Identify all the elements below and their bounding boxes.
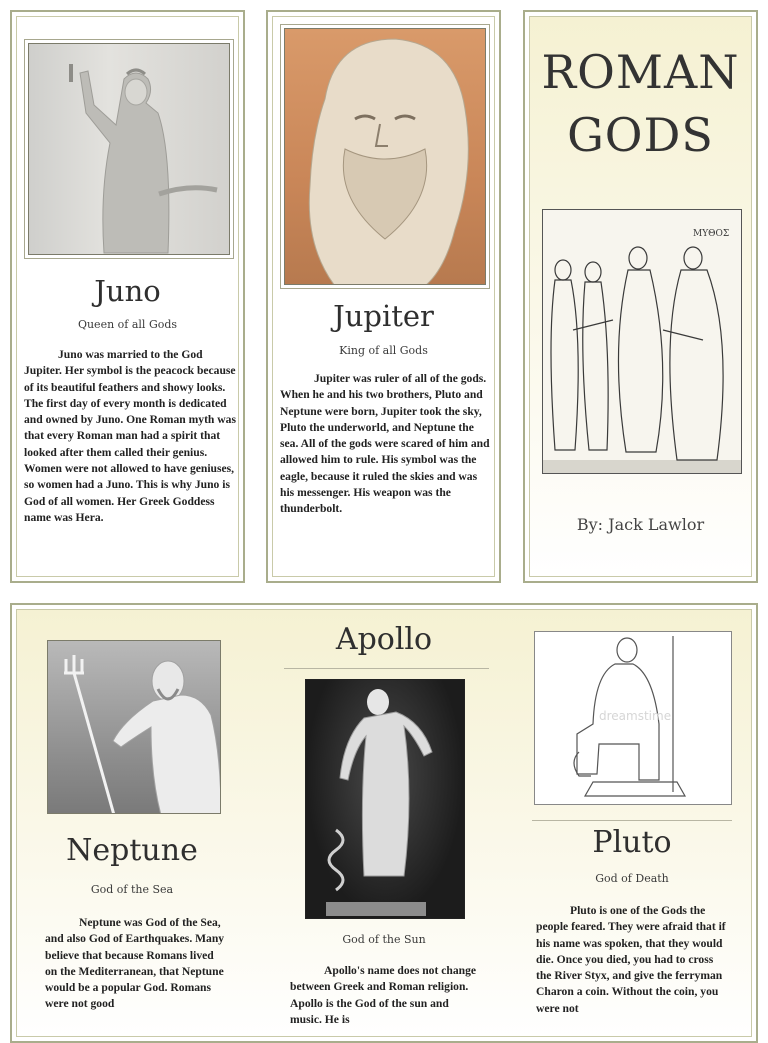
neptune-description — [45, 915, 225, 1013]
juno-description-text: Juno was married to the God Jupiter. Her symbol is the peacock because of its beautiful feathers and showy looks. The first day of every month is dedicated and owned by Juno. One Roman myth was that every Roman man had a spirit that looked after them called their genius. Women were not allowed to have geniuses, so women had a Juno. This is why Juno is God of all women. Her Greek Goddess name was Hera. — [24, 348, 236, 524]
engraving-caption: ΜΥΘΟΣ — [693, 229, 730, 239]
cover-panel — [523, 10, 758, 583]
neptune-title: Neptune — [66, 833, 198, 868]
jupiter-panel — [266, 10, 501, 583]
jupiter-photo-frame — [280, 24, 490, 289]
juno-panel — [10, 10, 245, 583]
cover-author: By: Jack Lawlor — [576, 515, 705, 534]
pluto-subtitle: God of Death — [595, 872, 669, 885]
pluto-title: Pluto — [592, 825, 672, 860]
apollo-description-text: Apollo's name does not change between Greek and Roman religion. Apollo is the God of the sun and music. He is — [290, 964, 477, 1026]
cover-title-line2: GODS — [567, 108, 714, 162]
jupiter-title: Jupiter — [333, 299, 434, 333]
jupiter-bust-image — [284, 28, 486, 285]
juno-statue-image — [28, 43, 230, 255]
jupiter-subtitle: King of all Gods — [339, 344, 428, 357]
cover-title-line1: ROMAN — [541, 45, 740, 99]
pluto-title-rule — [532, 820, 732, 821]
apollo-statue-image — [305, 679, 465, 919]
pluto-image-watermark: dreamstime — [599, 709, 672, 723]
apollo-subtitle: God of the Sun — [342, 933, 426, 946]
cover-engraving-image — [542, 209, 742, 474]
apollo-description — [290, 963, 480, 1028]
apollo-title-rule — [284, 668, 489, 669]
pluto-description-text: Pluto is one of the Gods the people feared. They were afraid that if his name was spoken, that they would die. Once you died, you had to cross the River Styx, and give the ferryman Charon a coin. Without the coin, you were not — [536, 904, 726, 1015]
neptune-statue-image — [47, 640, 221, 814]
jupiter-description-text: Jupiter was ruler of all of the gods. When he and his two brothers, Pluto and Neptune were born, Jupiter took the sky, Pluto the underworld, and Neptune the sea. All of the gods were scared of him and allowed him to rule. His symbol was the eagle, because it ruled the skies and was his messenger. His weapon was the thunderbolt. — [280, 372, 490, 516]
juno-description — [24, 347, 236, 526]
inner-panel — [10, 603, 758, 1043]
neptune-subtitle: God of the Sea — [90, 883, 174, 896]
juno-subtitle: Queen of all Gods — [77, 318, 178, 331]
neptune-description-text: Neptune was God of the Sea, and also God of Earthquakes. Many believe that because Romans lived on the Mediterranean, that Neptune would be a popular God. Romans were not good — [45, 916, 225, 1011]
apollo-title: Apollo — [335, 622, 433, 657]
jupiter-description — [280, 371, 492, 518]
pluto-statue-image — [534, 631, 732, 805]
pluto-description — [536, 903, 730, 1017]
juno-photo-frame — [24, 39, 234, 259]
juno-title: Juno — [94, 274, 161, 308]
